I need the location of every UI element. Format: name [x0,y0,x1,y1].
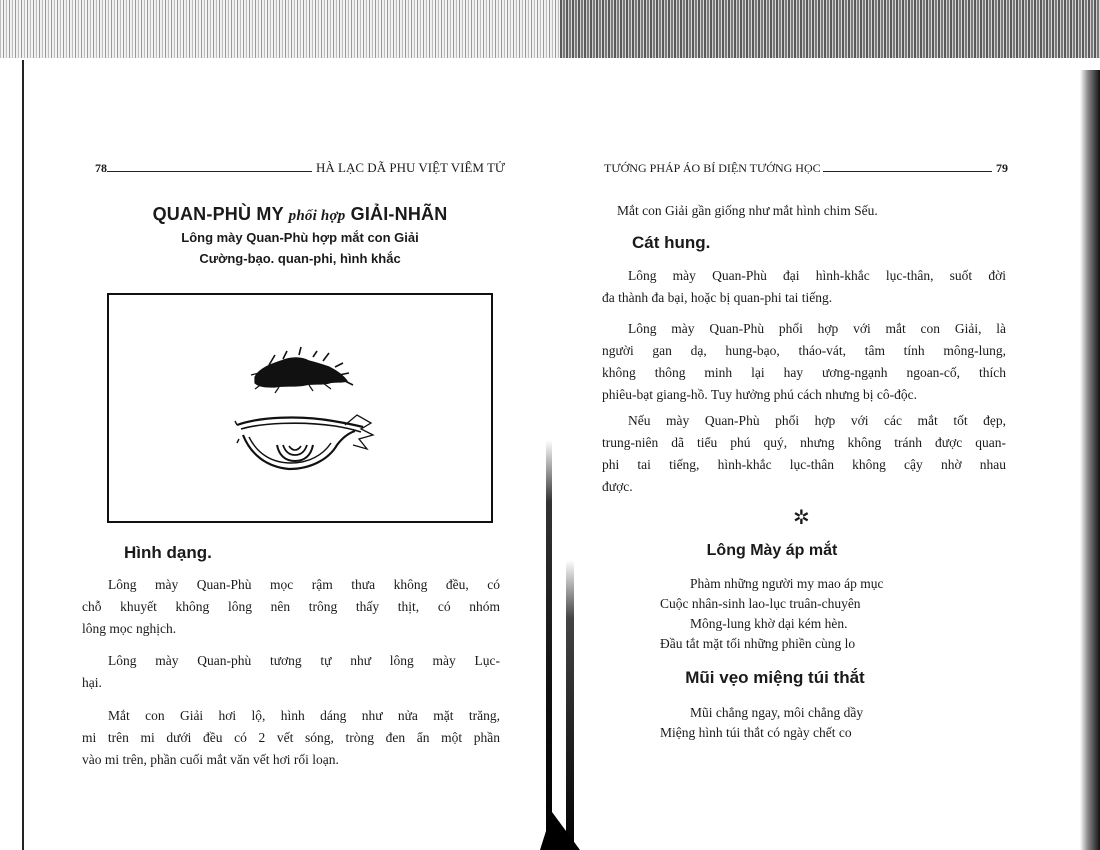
paragraph-right-0 [617,200,1007,222]
asterisk-flower-icon: ✲ [793,505,810,529]
text-line: vào mi trên, phần cuối mắt văn vết hơi rối loạn. [82,752,339,767]
paragraph-right-1 [602,265,1006,309]
running-header-right [604,156,1008,176]
text-line: Mắt con Giải gần giống như mắt hình chim Sếu. [617,203,878,218]
illustration-frame [107,293,493,523]
eyebrow-and-eye-drawing [109,295,490,520]
poem-line: Mông-lung khờ dại kém hèn. [690,616,848,631]
heading-hinh-dang: Hình dạng. [124,543,212,562]
poem-line: Mũi chẳng ngay, môi chẳng dầy [690,705,864,720]
title-part-2: GIẢI-NHÃN [350,204,448,224]
page-number-right: 79 [996,161,1008,175]
text-line: Lông mày Quan-Phù phối hợp với mắt con Giải, là [628,321,1006,336]
poem-line: Miệng hình túi thắt có ngày chết co [660,725,852,740]
text-line: phi tai tiếng, hình-khắc lục-thân không cậy nhờ nhau [602,457,1006,472]
text-line: chỗ khuyết không lông nên trông thấy thịt, có nhóm [82,599,500,614]
header-rule-left [107,171,312,172]
text-line: hại. [82,675,102,690]
page-title [110,204,490,225]
title-italic: phối hợp [288,208,346,224]
text-line: Nếu mày Quan-Phù phối hợp với các mắt tốt đẹp, [628,413,1006,428]
poem-2 [660,703,863,743]
text-line: Lông mày Quan-Phù mọc rậm thưa không đều, có [108,577,500,592]
page-right-border [1080,70,1100,850]
page-number-left: 78 [95,161,107,175]
paragraph-left-3 [82,705,500,771]
text-line: được. [602,479,633,494]
eye-icon [235,415,373,469]
running-title-right: TƯỚNG PHÁP ÁO BÍ DIỆN TƯỚNG HỌC [604,161,821,175]
text-line: trung-niên dã tiểu phú quý, nhưng không tránh được quan- [602,435,1006,450]
text-line: phiêu-bạt giang-hồ. Tuy hưởng phú cách nhưng bị cô-độc. [602,387,917,402]
heading-mui-veo: Mũi vẹo miệng túi thắt [685,668,865,687]
poem-line: Đầu tắt mặt tối những phiền cùng lo [660,636,856,651]
text-line: lông mọc nghịch. [82,621,177,636]
running-title-left: HÀ LẠC DÃ PHU VIỆT VIÊM TỬ [316,160,505,175]
paragraph-right-2 [602,318,1006,406]
poem-line: Cuộc nhân-sinh lao-lục truân-chuyên [660,596,861,611]
text-line: Lông mày Quan-Phù đại hình-khắc lục-thân, suốt đời [628,268,1006,283]
text-line: Lông mày Quan-phù tương tự như lông mày Lục- [108,653,500,668]
book-spine-shadow-2 [566,560,574,850]
paragraph-left-1 [82,574,500,640]
header-rule-right [823,171,992,172]
text-line: người gan dạ, hung-bạo, tháo-vát, tâm tính mông-lung, [602,343,1006,358]
heading-long-may-ap-mat: Lông Mày áp mắt [706,542,838,559]
title-part-1: QUAN-PHÙ MY [152,204,284,224]
heading-cat-hung: Cát hung. [632,233,711,252]
text-line: Mắt con Giải hơi lộ, hình dáng như nửa mặt trăng, [108,708,500,723]
poem-1 [660,574,884,654]
poem-line: Phàm những người my mao áp mục [690,576,884,591]
text-line: mi trên mi dưới đều có 2 vết sóng, tròng đen ẩn một phần [82,730,500,745]
text-line: không thông minh lại hay ương-ngạnh ngoan-cố, thích [602,365,1006,380]
eyebrow-icon [251,347,353,393]
running-header-left [95,156,505,176]
text-line: đa thành đa bại, hoặc bị quan-phi tai tiếng. [602,290,833,305]
scan-top-right-edge [560,0,1100,58]
subtitle-1: Lông mày Quan-Phù hợp mắt con Giải [181,230,419,245]
book-spine-shadow [546,440,552,850]
paragraph-right-3 [602,410,1006,498]
paragraph-left-2 [82,650,500,694]
page-left-border [22,60,24,850]
subtitle-2: Cường-bạo. quan-phi, hình khắc [199,251,401,266]
